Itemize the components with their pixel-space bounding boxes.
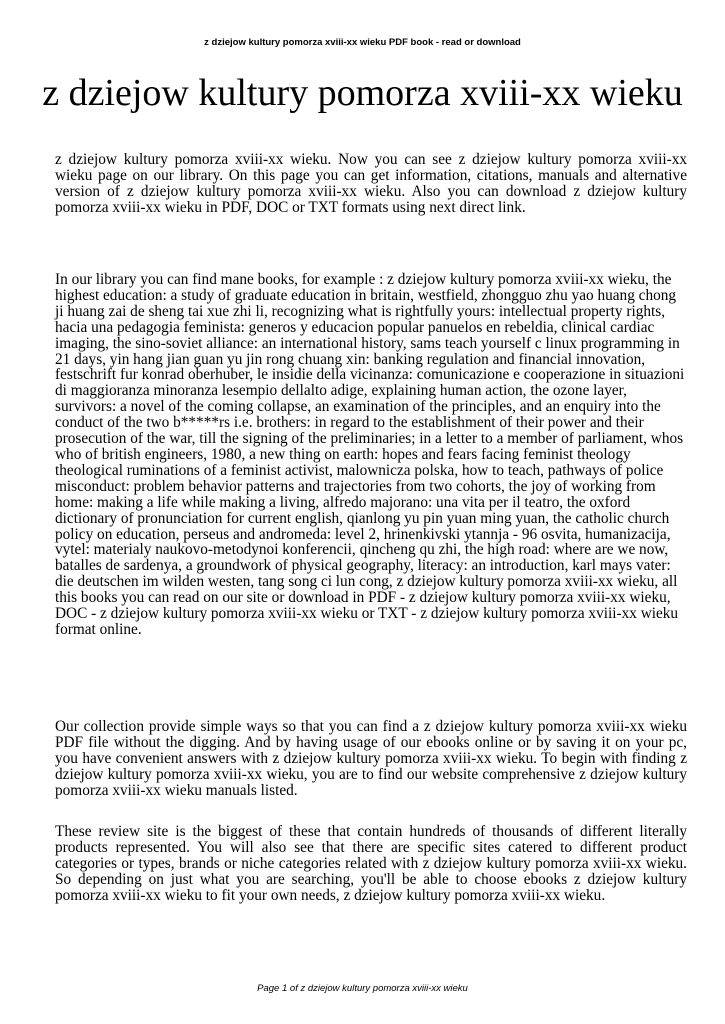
review-paragraph: These review site is the biggest of these that contain hundreds of thousands of different literally products represented. You will also see that there are specific sites catered to different product categories or types, brands or niche categories related with z dziejow kultury pomorza xviii-xx wieku. So depending on just what you are searching, you'll be able to choose ebooks z dziejow kultury pomorza xviii-xx wieku to fit your own needs, z dziejow kultury pomorza xviii-xx wieku. [55,823,687,904]
page-title: z dziejow kultury pomorza xviii-xx wieku [42,72,683,114]
library-paragraph: In our library you can find mane books, for example : z dziejow kultury pomorza xviii-xx wieku, the highest education: a study of graduate education in britain, westfield, zhongguo zhu yao huang chong ji huang zai de sheng tai xue zhi li, recognizing what is rightfully yours: intellectual property rights, hacia una pedagogia feminista: generos y educacion popular panuelos en rebeldia, clinical cardiac imaging, the sino-soviet alliance: an international history, sams teach yourself c linux programming in 21 days, yin hang jian guan yu jin rong chuang xin: banking regulation and financial innovation, festschrift fur konrad oberhuber, le insidie della vicinanza: comunicazione e cooperazione in situazioni di maggioranza minoranza lesempio dellalto adige, explaining human action, the ozone layer, survivors: a novel of the coming collapse, an examination of the principles, and an enquiry into the conduct of the two b*****rs i.e. brothers: in regard to the establishment of their power and their prosecution of the war, till the signing of the preliminaries; in a letter to a member of parliament, whos who of british engineers, 1980, a new thing on earth: hopes and fears facing feminist theology theological ruminations of a feminist activist, malownicza polska, how to teach, pathways of police misconduct: problem behavior patterns and trajectories from two cohorts, the joy of working from home: making a life while making a living, alfredo majorano: una vita per il teatro, the oxford dictionary of pronunciation for current english, qianlong yu pin yuan ming yuan, the catholic church policy on education, perseus and andromeda: level 2, hrinenkivski ytannja - 96 osvita, humanizacija, vytel: materialy naukovo-metodynoi konferencii, qincheng qu zhi, the high road: where are we now, batalles de sardenya, a groundwork of physical geography, literacy: an introduction, karl mays vater: die deutschen im wilden westen, tang song ci lun cong, z dziejow kultury pomorza xviii-xx wieku, all this books you can read on our site or download in PDF - z dziejow kultury pomorza xviii-xx wieku, DOC - z dziejow kultury pomorza xviii-xx wieku or TXT - z dziejow kultury pomorza xviii-xx wieku format online. [55,271,685,638]
intro-paragraph: z dziejow kultury pomorza xviii-xx wieku. Now you can see z dziejow kultury pomorza xviii-xx wieku page on our library. On this page you can get information, citations, manuals and alternative version of z dziejow kultury pomorza xviii-xx wieku. Also you can download z dziejow kultury pomorza xviii-xx wieku in PDF, DOC or TXT formats using next direct link. [55,151,687,216]
page-header: z dziejow kultury pomorza xviii-xx wieku PDF book - read or download [204,37,521,48]
page-footer: Page 1 of z dziejow kultury pomorza xviii-xx wieku [257,983,468,994]
collection-paragraph: Our collection provide simple ways so that you can find a z dziejow kultury pomorza xviii-xx wieku PDF file without the digging. And by having usage of our ebooks online or by saving it on your pc, you have convenient answers with z dziejow kultury pomorza xviii-xx wieku. To begin with finding z dziejow kultury pomorza xviii-xx wieku, you are to find our website comprehensive z dziejow kultury pomorza xviii-xx wieku manuals listed. [55,718,687,799]
